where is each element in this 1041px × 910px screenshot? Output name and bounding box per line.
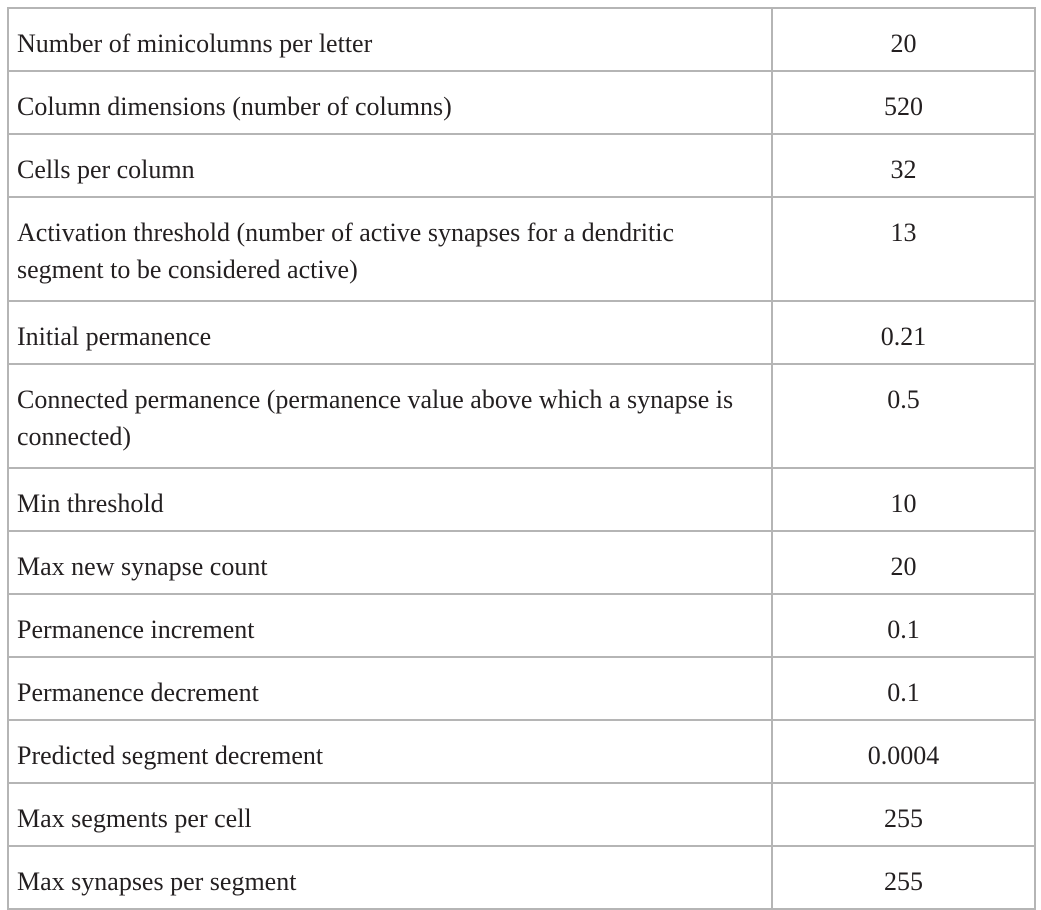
parameter-name: Max segments per cell [8, 783, 772, 846]
parameter-value: 20 [772, 531, 1035, 594]
parameter-value: 13 [772, 197, 1035, 301]
table-row [8, 720, 1035, 783]
parameter-name: Column dimensions (number of columns) [8, 71, 772, 134]
parameter-name: Number of minicolumns per letter [8, 8, 772, 71]
parameter-name: Cells per column [8, 134, 772, 197]
parameter-value: 20 [772, 8, 1035, 71]
table-row [8, 783, 1035, 846]
parameter-value: 0.1 [772, 657, 1035, 720]
parameter-table [7, 7, 1036, 910]
parameter-name: Max new synapse count [8, 531, 772, 594]
table-row [8, 8, 1035, 71]
parameter-value: 255 [772, 846, 1035, 909]
table-row [8, 301, 1035, 364]
parameter-name: Connected permanence (permanence value above which a synapse is connected) [8, 364, 772, 468]
parameter-name: Activation threshold (number of active synapses for a dendritic segment to be considered active) [8, 197, 772, 301]
table-row [8, 594, 1035, 657]
parameter-value: 0.5 [772, 364, 1035, 468]
table-row [8, 71, 1035, 134]
parameter-value: 0.1 [772, 594, 1035, 657]
parameter-value: 255 [772, 783, 1035, 846]
parameter-name: Max synapses per segment [8, 846, 772, 909]
parameter-name: Min threshold [8, 468, 772, 531]
parameter-name: Initial permanence [8, 301, 772, 364]
parameter-value: 520 [772, 71, 1035, 134]
table-row [8, 657, 1035, 720]
parameter-value: 10 [772, 468, 1035, 531]
table-row [8, 364, 1035, 468]
parameter-name: Permanence decrement [8, 657, 772, 720]
table-row [8, 134, 1035, 197]
parameter-value: 0.0004 [772, 720, 1035, 783]
table-row [8, 531, 1035, 594]
parameter-name: Predicted segment decrement [8, 720, 772, 783]
table-row [8, 468, 1035, 531]
table-row [8, 197, 1035, 301]
parameter-table-container [7, 7, 1036, 910]
parameter-name: Permanence increment [8, 594, 772, 657]
parameter-value: 32 [772, 134, 1035, 197]
parameter-value: 0.21 [772, 301, 1035, 364]
table-row [8, 846, 1035, 909]
